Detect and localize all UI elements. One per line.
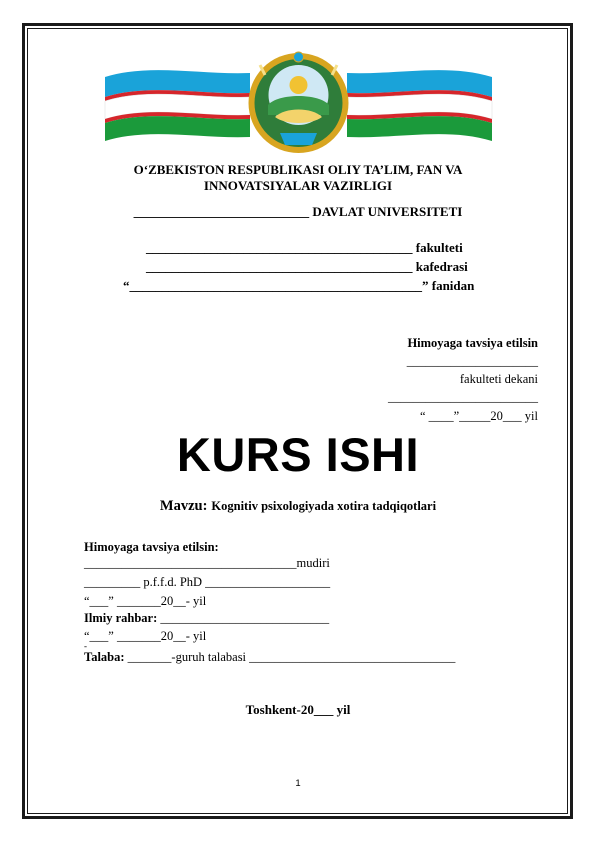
- department-line: _________________________________________ kafedrasi: [146, 259, 468, 274]
- head-signature-line: __________________________________mudiri: [84, 556, 330, 570]
- page-number: 1: [295, 778, 301, 789]
- faculty-line: _________________________________________ fakulteti: [146, 240, 463, 255]
- state-emblem-flag-banner-icon: [100, 45, 497, 155]
- supervisor-signature-line: ___________________________: [160, 611, 330, 625]
- subject-line: “_____________________________________________” fanidan: [123, 278, 475, 293]
- approval-date: “ ____”_____20___ yil: [419, 409, 538, 423]
- phd-signature-line: _________ p.f.f.d. PhD ____________________: [84, 575, 331, 589]
- defense-label: Himoyaga tavsiya etilsin:: [84, 540, 219, 554]
- ministry-line-2: INNOVATSIYALAR VAZIRLIGI: [203, 178, 393, 193]
- topic-text: Kognitiv psixologiyada xotira tadqiqotlari: [211, 499, 437, 513]
- approval-title: Himoyaga tavsiya etilsin: [407, 336, 538, 350]
- student-signature-line: _______-guruh talabasi _________________________________: [127, 650, 456, 664]
- ministry-line-1: O‘ZBEKISTON RESPUBLIKASI OLIY TA’LIM, FAN VA: [133, 162, 463, 177]
- topic-line: [0, 497, 596, 515]
- city-year: Toshkent-20___ yil: [245, 702, 351, 717]
- student-label: Talaba:: [84, 650, 125, 664]
- supervisor-line: [84, 611, 329, 626]
- student-line: [84, 650, 455, 665]
- university-line: ___________________________ DAVLAT UNIVERSITETI: [133, 204, 463, 219]
- approval-dean-label: fakulteti dekani: [459, 372, 538, 386]
- approval-signature-line: _____________________: [406, 354, 538, 368]
- stray-dash: -: [84, 641, 87, 651]
- supervisor-label: Ilmiy rahbar:: [84, 611, 158, 625]
- approval-dean-line: ________________________: [388, 390, 538, 404]
- topic-label: Mavzu:: [159, 498, 208, 514]
- defense-date: “___” _______20__- yil: [84, 594, 207, 608]
- supervisor-date: “___” _______20__- yil: [84, 629, 207, 643]
- document-title: KURS ISHI: [176, 428, 420, 481]
